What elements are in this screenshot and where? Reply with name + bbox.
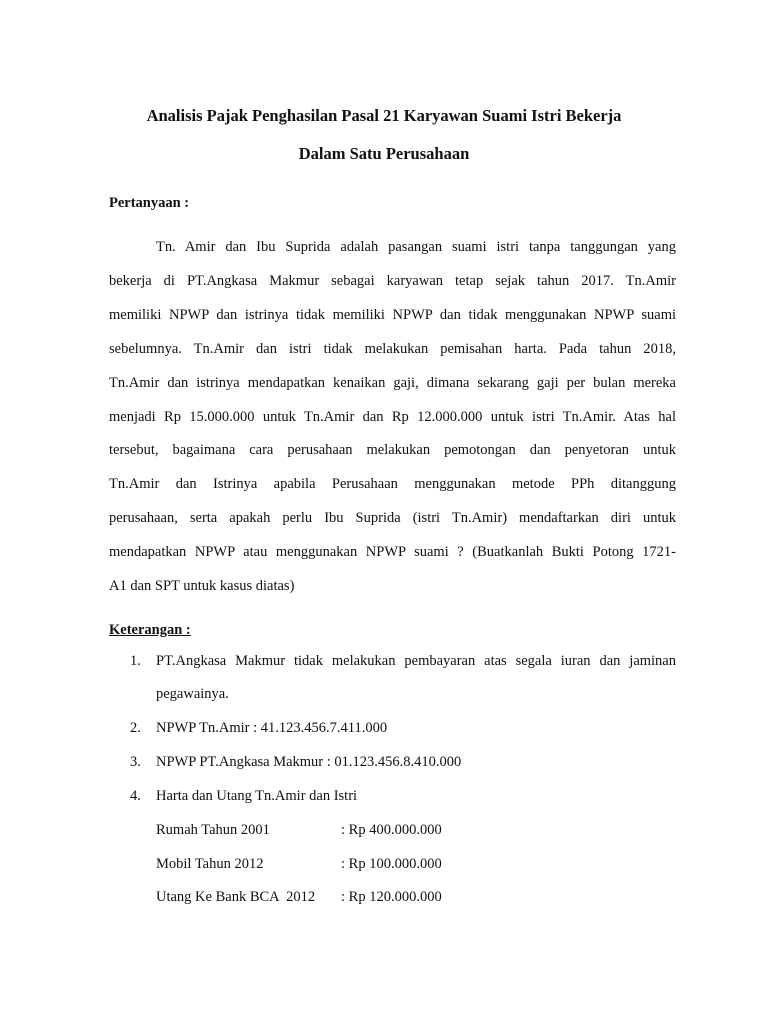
asset-value: : Rp 400.000.000 xyxy=(341,822,442,838)
question-line: Tn.Amir dan Istrinya apabila Perusahaan menggunakan metode PPh ditanggung xyxy=(109,476,676,492)
question-line: mendapatkan NPWP atau menggunakan NPWP suami ? (Buatkanlah Bukti Potong 1721- xyxy=(109,544,676,560)
question-line: memiliki NPWP dan istrinya tidak memiliki NPWP dan tidak menggunakan NPWP suami xyxy=(109,307,676,323)
question-line: bekerja di PT.Angkasa Makmur sebagai karyawan tetap sejak tahun 2017. Tn.Amir xyxy=(109,273,676,289)
note-number: 2. xyxy=(130,720,141,736)
question-line: tersebut, bagaimana cara perusahaan melakukan pemotongan dan penyetoran untuk xyxy=(109,442,676,458)
question-line: Tn. Amir dan Ibu Suprida adalah pasangan suami istri tanpa tanggungan yang xyxy=(156,239,676,255)
asset-value: : Rp 120.000.000 xyxy=(341,889,442,905)
question-line: sebelumnya. Tn.Amir dan istri tidak melakukan pemisahan harta. Pada tahun 2018, xyxy=(109,341,676,357)
asset-name: Mobil Tahun 2012 xyxy=(156,856,264,872)
notes-heading: Keterangan : xyxy=(109,622,191,638)
asset-name: Utang Ke Bank BCA 2012 xyxy=(156,889,316,905)
asset-value: : Rp 100.000.000 xyxy=(341,856,442,872)
note-number: 3. xyxy=(130,754,141,770)
question-heading: Pertanyaan : xyxy=(109,195,190,211)
document-title-line-2: Dalam Satu Perusahaan xyxy=(298,144,470,163)
note-text: PT.Angkasa Makmur tidak melakukan pembayaran atas segala iuran dan jaminan xyxy=(156,653,676,669)
question-line: Tn.Amir dan istrinya mendapatkan kenaikan gaji, dimana sekarang gaji per bulan mereka xyxy=(109,375,676,391)
question-line: A1 dan SPT untuk kasus diatas) xyxy=(109,578,295,594)
note-text: pegawainya. xyxy=(156,686,229,702)
note-text: Harta dan Utang Tn.Amir dan Istri xyxy=(156,788,358,804)
asset-name: Rumah Tahun 2001 xyxy=(156,822,270,838)
note-text: NPWP PT.Angkasa Makmur : 01.123.456.8.410.000 xyxy=(156,754,462,770)
note-number: 1. xyxy=(130,653,141,669)
question-line: menjadi Rp 15.000.000 untuk Tn.Amir dan Rp 12.000.000 untuk istri Tn.Amir. Atas hal xyxy=(109,409,676,425)
question-line: perusahaan, serta apakah perlu Ibu Suprida (istri Tn.Amir) mendaftarkan diri untuk xyxy=(109,510,676,526)
question-paragraph xyxy=(109,237,676,597)
note-number: 4. xyxy=(130,788,141,804)
document-title-line-1: Analisis Pajak Penghasilan Pasal 21 Karyawan Suami Istri Bekerja xyxy=(146,106,622,125)
note-text: NPWP Tn.Amir : 41.123.456.7.411.000 xyxy=(156,720,388,736)
